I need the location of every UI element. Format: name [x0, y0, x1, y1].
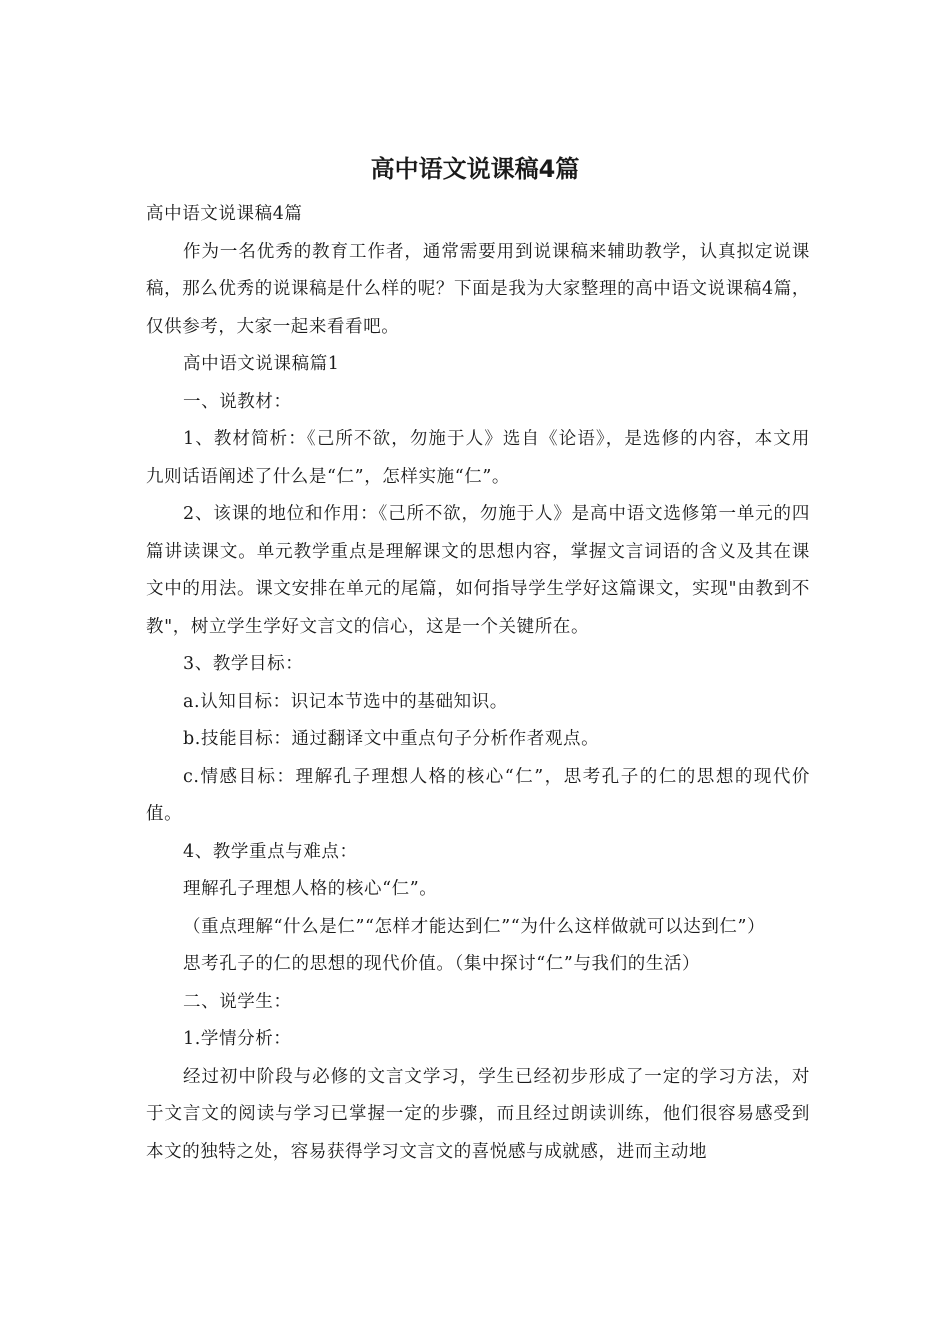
paragraph: b.技能目标：通过翻译文中重点句子分析作者观点。 [183, 729, 600, 749]
paragraph: 2、该课的地位和作用：《己所不欲，勿施于人》是高中语文选修第一单元的四篇讲读课文。单元教学重点是理解课文的思想内容，掌握文言词语的含义及其在课文中的用法。课文安排在单元的尾篇，如何指导学生学好这篇课文，实现"由教到不教"，树立学生学好文言文的信心，这是一个关键所在。 [146, 504, 810, 637]
paragraph: c.情感目标：理解孔子理想人格的核心“仁”，思考孔子的仁的思想的现代价值。 [146, 766, 810, 824]
paragraph: 1.学情分析： [183, 1029, 292, 1049]
paragraph: 思考孔子的仁的思想的现代价值。（集中探讨“仁”与我们的生活） [183, 954, 701, 974]
paragraph: 4、教学重点与难点： [183, 841, 358, 862]
paragraph: （重点理解“什么是仁”“怎样才能达到仁”“为什么这样做就可以达到仁”） [183, 916, 766, 937]
paragraph: 3、教学目标： [183, 654, 304, 674]
document-body [146, 196, 810, 1171]
paragraph: 高中语文说课稿篇1 [183, 354, 340, 374]
paragraph: 理解孔子理想人格的核心“仁”。 [183, 879, 438, 899]
paragraph: 1、教材简析：《己所不欲，勿施于人》选自《论语》，是选修的内容，本文用九则话语阐述了什么是“仁”，怎样实施“仁”。 [146, 429, 810, 487]
paragraph: a.认知目标：识记本节选中的基础知识。 [183, 691, 508, 712]
paragraph: 一、说教材： [183, 391, 292, 412]
document-title: 高中语文说课稿4篇 [370, 155, 580, 183]
paragraph: 经过初中阶段与必修的文言文学习，学生已经初步形成了一定的学习方法，对于文言文的阅读与学习已掌握一定的步骤，而且经过朗读训练，他们很容易感受到本文的独特之处，容易获得学习文言文的喜悦感与成就感，进而主动地 [146, 1066, 810, 1162]
paragraph: 二、说学生： [183, 991, 292, 1012]
paragraph: 高中语文说课稿4篇 [146, 204, 303, 224]
paragraph: 作为一名优秀的教育工作者，通常需要用到说课稿来辅助教学，认真拟定说课稿，那么优秀的说课稿是什么样的呢？下面是我为大家整理的高中语文说课稿4篇，仅供参考，大家一起来看看吧。 [146, 241, 810, 337]
